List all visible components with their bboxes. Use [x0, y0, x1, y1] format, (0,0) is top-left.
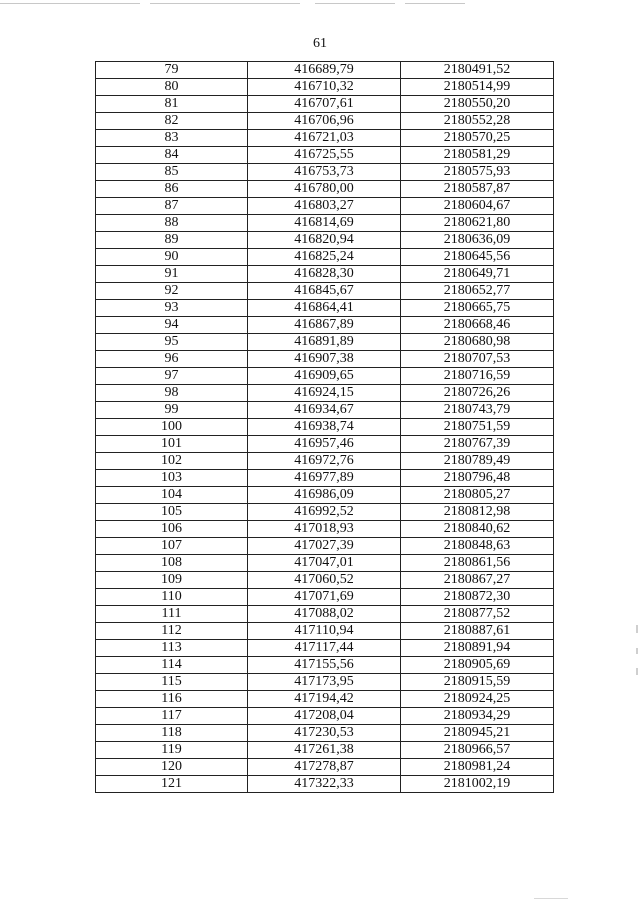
- table-row: [96, 589, 554, 606]
- x-coordinate-cell: 417322,33: [248, 776, 401, 793]
- point-number-cell: 101: [96, 436, 248, 453]
- x-coordinate-cell: 416721,03: [248, 130, 401, 147]
- point-number-cell: 107: [96, 538, 248, 555]
- y-coordinate-cell: 2180877,52: [401, 606, 554, 623]
- table-row: [96, 266, 554, 283]
- point-number-cell: 116: [96, 691, 248, 708]
- table-row: [96, 708, 554, 725]
- point-number-cell: 85: [96, 164, 248, 181]
- point-number-cell: 91: [96, 266, 248, 283]
- scan-bottom-mark: [534, 898, 568, 899]
- y-coordinate-cell: 2180891,94: [401, 640, 554, 657]
- x-coordinate-cell: 416828,30: [248, 266, 401, 283]
- y-coordinate-cell: 2180751,59: [401, 419, 554, 436]
- y-coordinate-cell: 2180924,25: [401, 691, 554, 708]
- y-coordinate-cell: 2180805,27: [401, 487, 554, 504]
- x-coordinate-cell: 416864,41: [248, 300, 401, 317]
- point-number-cell: 118: [96, 725, 248, 742]
- table-row: [96, 232, 554, 249]
- y-coordinate-cell: 2180945,21: [401, 725, 554, 742]
- point-number-cell: 90: [96, 249, 248, 266]
- table-row: [96, 96, 554, 113]
- x-coordinate-cell: 416957,46: [248, 436, 401, 453]
- table-row: [96, 334, 554, 351]
- y-coordinate-cell: 2180604,67: [401, 198, 554, 215]
- x-coordinate-cell: 416845,67: [248, 283, 401, 300]
- y-coordinate-cell: 2180840,62: [401, 521, 554, 538]
- y-coordinate-cell: 2180514,99: [401, 79, 554, 96]
- table-row: [96, 555, 554, 572]
- y-coordinate-cell: 2180872,30: [401, 589, 554, 606]
- point-number-cell: 84: [96, 147, 248, 164]
- coordinates-table: [95, 61, 554, 793]
- x-coordinate-cell: 416891,89: [248, 334, 401, 351]
- point-number-cell: 92: [96, 283, 248, 300]
- page-number: 61: [313, 36, 327, 51]
- y-coordinate-cell: 2180767,39: [401, 436, 554, 453]
- y-coordinate-cell: 2180707,53: [401, 351, 554, 368]
- table-row: [96, 725, 554, 742]
- x-coordinate-cell: 416780,00: [248, 181, 401, 198]
- point-number-cell: 100: [96, 419, 248, 436]
- y-coordinate-cell: 2180867,27: [401, 572, 554, 589]
- x-coordinate-cell: 416707,61: [248, 96, 401, 113]
- y-coordinate-cell: 2180570,25: [401, 130, 554, 147]
- table-row: [96, 674, 554, 691]
- y-coordinate-cell: 2180550,20: [401, 96, 554, 113]
- x-coordinate-cell: 416972,76: [248, 453, 401, 470]
- point-number-cell: 117: [96, 708, 248, 725]
- point-number-cell: 99: [96, 402, 248, 419]
- point-number-cell: 102: [96, 453, 248, 470]
- x-coordinate-cell: 416977,89: [248, 470, 401, 487]
- x-coordinate-cell: 417173,95: [248, 674, 401, 691]
- point-number-cell: 120: [96, 759, 248, 776]
- y-coordinate-cell: 2180649,71: [401, 266, 554, 283]
- table-row: [96, 419, 554, 436]
- point-number-cell: 95: [96, 334, 248, 351]
- x-coordinate-cell: 417278,87: [248, 759, 401, 776]
- point-number-cell: 109: [96, 572, 248, 589]
- table-row: [96, 300, 554, 317]
- x-coordinate-cell: 416938,74: [248, 419, 401, 436]
- table-row: [96, 79, 554, 96]
- y-coordinate-cell: 2180812,98: [401, 504, 554, 521]
- top-scan-line: [315, 3, 395, 4]
- table-row: [96, 198, 554, 215]
- point-number-cell: 108: [96, 555, 248, 572]
- y-coordinate-cell: 2180716,59: [401, 368, 554, 385]
- table-row: [96, 164, 554, 181]
- top-scan-line: [150, 3, 300, 4]
- table-row: [96, 249, 554, 266]
- y-coordinate-cell: 2180934,29: [401, 708, 554, 725]
- point-number-cell: 83: [96, 130, 248, 147]
- x-coordinate-cell: 417071,69: [248, 589, 401, 606]
- table-row: [96, 504, 554, 521]
- point-number-cell: 88: [96, 215, 248, 232]
- table-row: [96, 691, 554, 708]
- y-coordinate-cell: 2180966,57: [401, 742, 554, 759]
- y-coordinate-cell: 2180789,49: [401, 453, 554, 470]
- y-coordinate-cell: 2180645,56: [401, 249, 554, 266]
- y-coordinate-cell: 2180743,79: [401, 402, 554, 419]
- x-coordinate-cell: 417194,42: [248, 691, 401, 708]
- y-coordinate-cell: 2180587,87: [401, 181, 554, 198]
- point-number-cell: 104: [96, 487, 248, 504]
- point-number-cell: 87: [96, 198, 248, 215]
- y-coordinate-cell: 2180915,59: [401, 674, 554, 691]
- x-coordinate-cell: 417208,04: [248, 708, 401, 725]
- table-row: [96, 640, 554, 657]
- table-row: [96, 130, 554, 147]
- x-coordinate-cell: 417117,44: [248, 640, 401, 657]
- point-number-cell: 110: [96, 589, 248, 606]
- point-number-cell: 86: [96, 181, 248, 198]
- table-row: [96, 623, 554, 640]
- point-number-cell: 93: [96, 300, 248, 317]
- table-row: [96, 487, 554, 504]
- point-number-cell: 112: [96, 623, 248, 640]
- y-coordinate-cell: 2180981,24: [401, 759, 554, 776]
- x-coordinate-cell: 416909,65: [248, 368, 401, 385]
- y-coordinate-cell: 2180796,48: [401, 470, 554, 487]
- y-coordinate-cell: 2180726,26: [401, 385, 554, 402]
- point-number-cell: 114: [96, 657, 248, 674]
- x-coordinate-cell: 416992,52: [248, 504, 401, 521]
- table-row: [96, 436, 554, 453]
- x-coordinate-cell: 416986,09: [248, 487, 401, 504]
- table-row: [96, 759, 554, 776]
- scan-edge-mark: [636, 625, 638, 633]
- scan-edge-mark: [636, 648, 638, 654]
- x-coordinate-cell: 417047,01: [248, 555, 401, 572]
- table-row: [96, 402, 554, 419]
- x-coordinate-cell: 416710,32: [248, 79, 401, 96]
- table-row: [96, 181, 554, 198]
- table-row: [96, 62, 554, 79]
- x-coordinate-cell: 416907,38: [248, 351, 401, 368]
- y-coordinate-cell: 2181002,19: [401, 776, 554, 793]
- point-number-cell: 119: [96, 742, 248, 759]
- x-coordinate-cell: 417060,52: [248, 572, 401, 589]
- x-coordinate-cell: 417155,56: [248, 657, 401, 674]
- point-number-cell: 98: [96, 385, 248, 402]
- y-coordinate-cell: 2180581,29: [401, 147, 554, 164]
- table-row: [96, 368, 554, 385]
- table-row: [96, 317, 554, 334]
- table-row: [96, 283, 554, 300]
- y-coordinate-cell: 2180665,75: [401, 300, 554, 317]
- table-row: [96, 657, 554, 674]
- point-number-cell: 89: [96, 232, 248, 249]
- point-number-cell: 103: [96, 470, 248, 487]
- point-number-cell: 80: [96, 79, 248, 96]
- table-row: [96, 147, 554, 164]
- point-number-cell: 113: [96, 640, 248, 657]
- table-row: [96, 113, 554, 130]
- scan-edge-mark: [636, 668, 638, 675]
- y-coordinate-cell: 2180491,52: [401, 62, 554, 79]
- table-row: [96, 538, 554, 555]
- table-row: [96, 470, 554, 487]
- point-number-cell: 94: [96, 317, 248, 334]
- y-coordinate-cell: 2180668,46: [401, 317, 554, 334]
- x-coordinate-cell: 416820,94: [248, 232, 401, 249]
- point-number-cell: 97: [96, 368, 248, 385]
- table-row: [96, 215, 554, 232]
- point-number-cell: 82: [96, 113, 248, 130]
- y-coordinate-cell: 2180861,56: [401, 555, 554, 572]
- table-row: [96, 742, 554, 759]
- x-coordinate-cell: 417018,93: [248, 521, 401, 538]
- coordinates-table-body: [96, 62, 554, 793]
- y-coordinate-cell: 2180680,98: [401, 334, 554, 351]
- y-coordinate-cell: 2180552,28: [401, 113, 554, 130]
- x-coordinate-cell: 416803,27: [248, 198, 401, 215]
- x-coordinate-cell: 416814,69: [248, 215, 401, 232]
- y-coordinate-cell: 2180652,77: [401, 283, 554, 300]
- x-coordinate-cell: 416934,67: [248, 402, 401, 419]
- point-number-cell: 111: [96, 606, 248, 623]
- y-coordinate-cell: 2180575,93: [401, 164, 554, 181]
- x-coordinate-cell: 417230,53: [248, 725, 401, 742]
- table-row: [96, 351, 554, 368]
- x-coordinate-cell: 417110,94: [248, 623, 401, 640]
- table-row: [96, 606, 554, 623]
- point-number-cell: 81: [96, 96, 248, 113]
- table-row: [96, 521, 554, 538]
- x-coordinate-cell: 416753,73: [248, 164, 401, 181]
- point-number-cell: 115: [96, 674, 248, 691]
- table-row: [96, 776, 554, 793]
- y-coordinate-cell: 2180636,09: [401, 232, 554, 249]
- table-row: [96, 572, 554, 589]
- point-number-cell: 121: [96, 776, 248, 793]
- x-coordinate-cell: 417088,02: [248, 606, 401, 623]
- x-coordinate-cell: 416689,79: [248, 62, 401, 79]
- x-coordinate-cell: 416725,55: [248, 147, 401, 164]
- x-coordinate-cell: 416706,96: [248, 113, 401, 130]
- table-row: [96, 385, 554, 402]
- x-coordinate-cell: 416825,24: [248, 249, 401, 266]
- y-coordinate-cell: 2180621,80: [401, 215, 554, 232]
- y-coordinate-cell: 2180905,69: [401, 657, 554, 674]
- x-coordinate-cell: 416867,89: [248, 317, 401, 334]
- y-coordinate-cell: 2180887,61: [401, 623, 554, 640]
- y-coordinate-cell: 2180848,63: [401, 538, 554, 555]
- x-coordinate-cell: 417261,38: [248, 742, 401, 759]
- top-scan-line: [405, 3, 465, 4]
- point-number-cell: 106: [96, 521, 248, 538]
- x-coordinate-cell: 416924,15: [248, 385, 401, 402]
- point-number-cell: 79: [96, 62, 248, 79]
- x-coordinate-cell: 417027,39: [248, 538, 401, 555]
- table-row: [96, 453, 554, 470]
- top-scan-line: [0, 3, 140, 4]
- point-number-cell: 96: [96, 351, 248, 368]
- point-number-cell: 105: [96, 504, 248, 521]
